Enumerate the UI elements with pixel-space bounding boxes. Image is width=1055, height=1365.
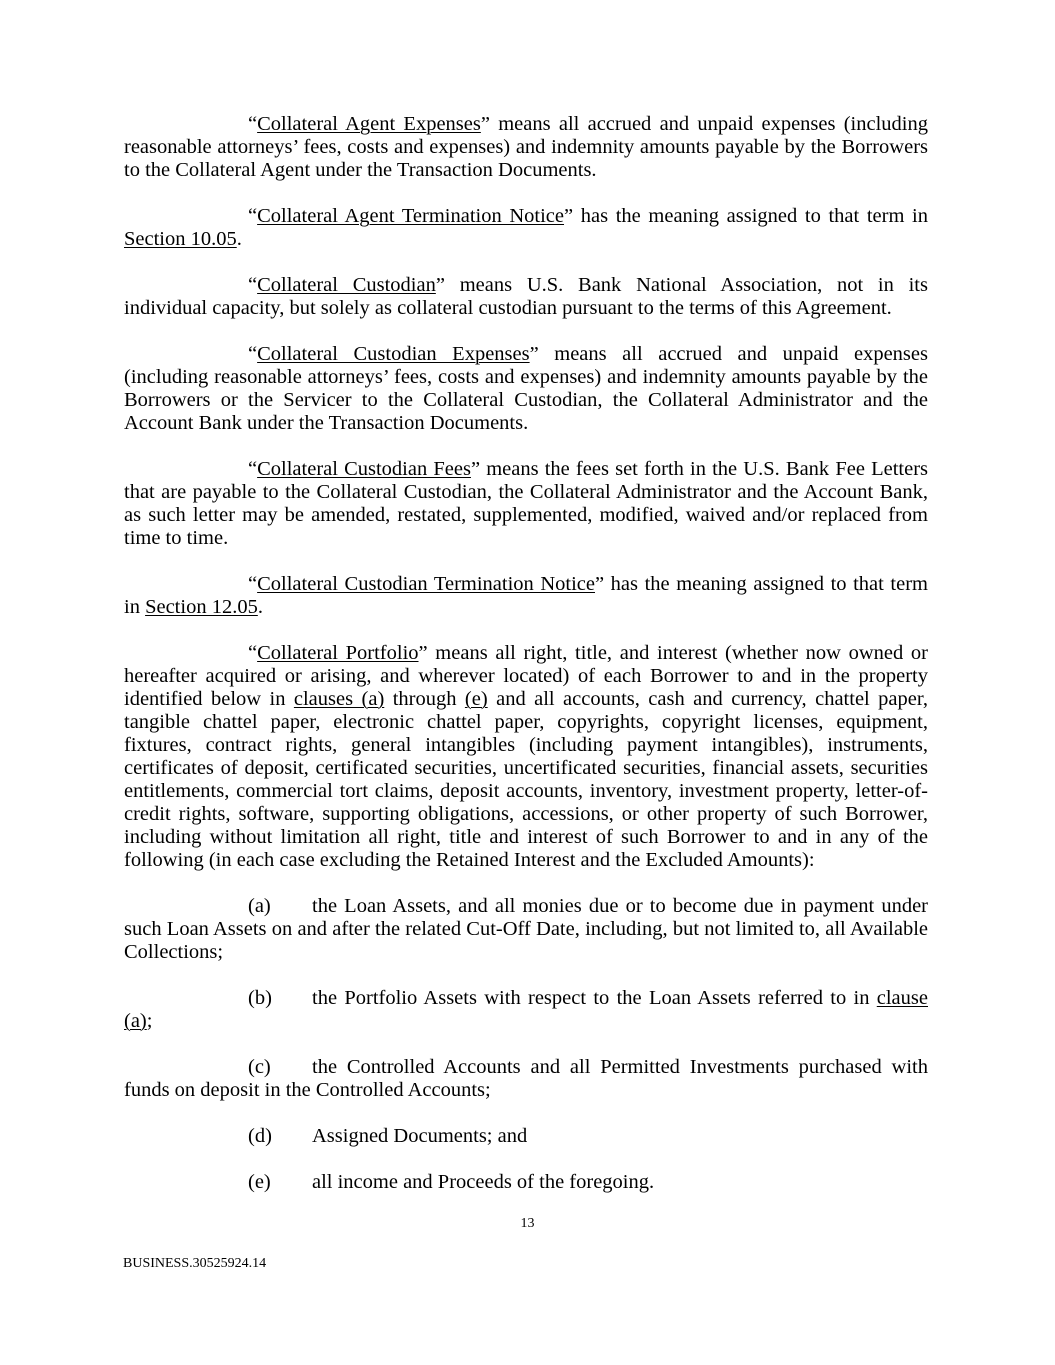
clause-paragraph [124,1056,928,1102]
defined-term: Section 12.05 [145,596,258,618]
clause-label: (b) [248,987,272,1009]
text-segment: ” means U.S. Bank National Association, not in its individual capacity, but solely as collateral custodian pursuant to the terms of this Agreement. [124,274,928,319]
text-segment: . [236,228,242,250]
footer-doc-id: BUSINESS.30525924.14 [123,1256,267,1271]
defined-term: Collateral Custodian Termination Notice [257,573,595,595]
clause-label: (c) [248,1056,271,1078]
definition-paragraph [124,642,928,872]
text-segment: ” means the fees set forth in the U.S. Bank Fee Letters that are payable to the Collateral Custodian, the Collateral Administrator and the Account Bank, as such letter may be amended, restated, supplemented, modified, waived and/or replaced from time to time. [124,458,929,549]
clause-paragraph [124,987,928,1033]
text-segment: the Loan Assets, and all monies due or to become due in payment under such Loan Assets on and after the related Cut-Off Date, including, but not limited to, all Available Collections; [124,895,928,963]
text-segment: through [384,688,465,710]
defined-term: Collateral Custodian Expenses [257,343,530,365]
defined-term: Collateral Custodian [257,274,436,296]
text-segment: “ [248,458,258,480]
text-segment: ” means all accrued and unpaid expenses (including reasonable attorneys’ fees, costs and expenses) and indemnity amounts payable by the Borrowers to the Collateral Agent under the Transaction Documents. [124,113,928,181]
document-body [124,113,928,1217]
text-segment: ” means all right, title, and interest (whether now owned or hereafter acquired or arising, and wherever located) of each Borrower to and in the property identified below in [124,642,928,710]
definition-paragraph [124,343,928,435]
text-segment: “ [248,642,258,664]
text-segment: and all accounts, cash and currency, chattel paper, tangible chattel paper, electronic chattel paper, copyrights, copyright licenses, equipment, fixtures, contract rights, general intangibles (including payment intangibles), instruments, certificates of deposit, certificated securities, uncertificated securities, financial assets, securities entitlements, commercial tort claims, deposit accounts, inventory, investment property, letter-of-credit rights, software, supporting obligations, accessions, or other property of such Borrower, including without limitation all right, title and interest of such Borrower to and in any of the following (in each case excluding the Retained Interest and the Excluded Amounts): [124,688,928,871]
text-segment: . [257,596,263,618]
defined-term: clauses (a) [293,688,385,710]
defined-term: Collateral Agent Expenses [257,113,481,135]
definition-paragraph [124,113,928,182]
text-segment: the Portfolio Assets with respect to the Loan Assets referred to in [312,987,877,1009]
definition-paragraph [124,573,928,619]
clause-paragraph [124,895,928,964]
clause-label: (e) [248,1171,271,1193]
clause-paragraph [124,1125,928,1148]
page-number: 13 [520,1216,535,1231]
defined-term: clause (a) [124,987,928,1032]
defined-term: Collateral Custodian Fees [257,458,471,480]
clause-paragraph [124,1171,928,1194]
text-segment: all income and Proceeds of the foregoing. [312,1171,655,1193]
text-segment: ” means all accrued and unpaid expenses (including reasonable attorneys’ fees, costs and expenses) and indemnity amounts payable by the Borrowers or the Servicer to the Collateral Custodian, the Collateral Administrator and the Account Bank under the Transaction Documents. [124,343,928,434]
text-segment: the Controlled Accounts and all Permitted Investments purchased with funds on deposit in the Controlled Accounts; [124,1056,928,1101]
text-segment: “ [248,274,258,296]
definition-paragraph [124,205,928,251]
text-segment: “ [248,573,258,595]
defined-term: Collateral Agent Termination Notice [257,205,565,227]
defined-term: Section 10.05 [124,228,237,250]
text-segment: ” has the meaning assigned to that term in [564,205,929,227]
definition-paragraph [124,274,928,320]
defined-term: (e) [464,688,488,710]
text-segment: “ [248,343,258,365]
text-segment: ” has the meaning assigned to that term in [124,573,928,618]
text-segment: Assigned Documents; and [312,1125,528,1147]
text-segment: ; [146,1010,153,1032]
text-segment: “ [248,205,258,227]
clause-label: (a) [248,895,271,917]
clause-label: (d) [248,1125,272,1147]
text-segment: “ [248,113,258,135]
definition-paragraph [124,458,928,550]
defined-term: Collateral Portfolio [257,642,419,664]
